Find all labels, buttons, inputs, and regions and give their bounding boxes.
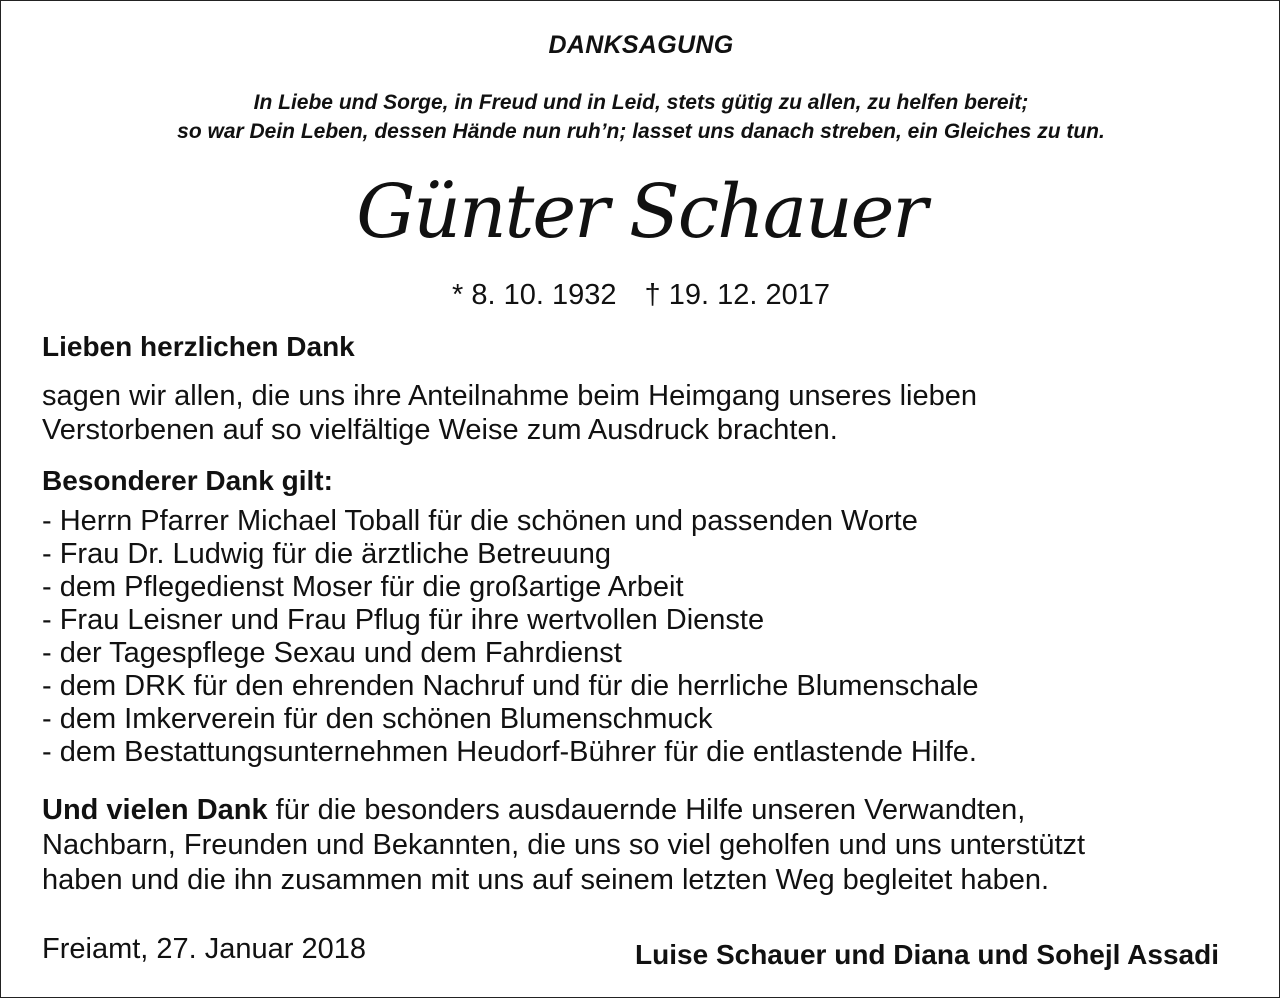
thanks-line-1: sagen wir allen, die uns ihre Anteilnahme beim Heimgang unseres lieben [42, 380, 977, 412]
verse-line-1: In Liebe und Sorge, in Freud und in Leid, stets gütig zu allen, zu helfen bereit; [253, 91, 1029, 114]
list-item: - dem Bestattungsunternehmen Heudorf-Bührer für die entlastende Hilfe. [42, 736, 977, 768]
notice-title: DANKSAGUNG [548, 31, 734, 59]
thanks-line-2: Verstorbenen auf so vielfältige Weise zum Ausdruck brachten. [42, 414, 838, 446]
life-dates [1, 279, 1280, 312]
closing-line-1-rest: für die besonders ausdauernde Hilfe unseren Verwandten, [267, 794, 1026, 826]
list-item: - der Tagespflege Sexau und dem Fahrdienst [42, 637, 622, 669]
list-item: - Frau Dr. Ludwig für die ärztliche Betreuung [42, 538, 611, 570]
deceased-name: Günter Schauer [356, 169, 926, 255]
closing-line-3: haben und die ihn zusammen mit uns auf seinem letzten Weg begleitet haben. [42, 864, 1050, 896]
list-item: - dem Imkerverein für den schönen Blumenschmuck [42, 703, 713, 735]
place-and-date: Freiamt, 27. Januar 2018 [42, 933, 367, 965]
list-item: - Frau Leisner und Frau Pflug für ihre wertvollen Dienste [42, 604, 765, 636]
verse-line-2: so war Dein Leben, dessen Hände nun ruh’n; lasset uns danach streben, ein Gleiches zu tun. [177, 120, 1105, 143]
list-item: - dem DRK für den ehrenden Nachruf und für die herrliche Blumenschale [42, 670, 979, 702]
closing-bold-phrase: Und vielen Dank [42, 794, 268, 826]
birth-date: * 8. 10. 1932 [452, 279, 617, 311]
closing-line-2: Nachbarn, Freunden und Bekannten, die uns so viel geholfen und uns unterstützt [42, 829, 1086, 861]
signatories: Luise Schauer und Diana und Sohejl Assadi [635, 939, 1219, 970]
death-date: † 19. 12. 2017 [644, 279, 830, 311]
list-item: - dem Pflegedienst Moser für die großartige Arbeit [42, 571, 684, 603]
closing-line-1 [42, 793, 1025, 827]
heading-thanks: Lieben herzlichen Dank [42, 331, 355, 362]
heading-special-thanks: Besonderer Dank gilt: [42, 465, 333, 496]
special-thanks-list [42, 505, 979, 769]
list-item: - Herrn Pfarrer Michael Toball für die schönen und passenden Worte [42, 505, 918, 537]
